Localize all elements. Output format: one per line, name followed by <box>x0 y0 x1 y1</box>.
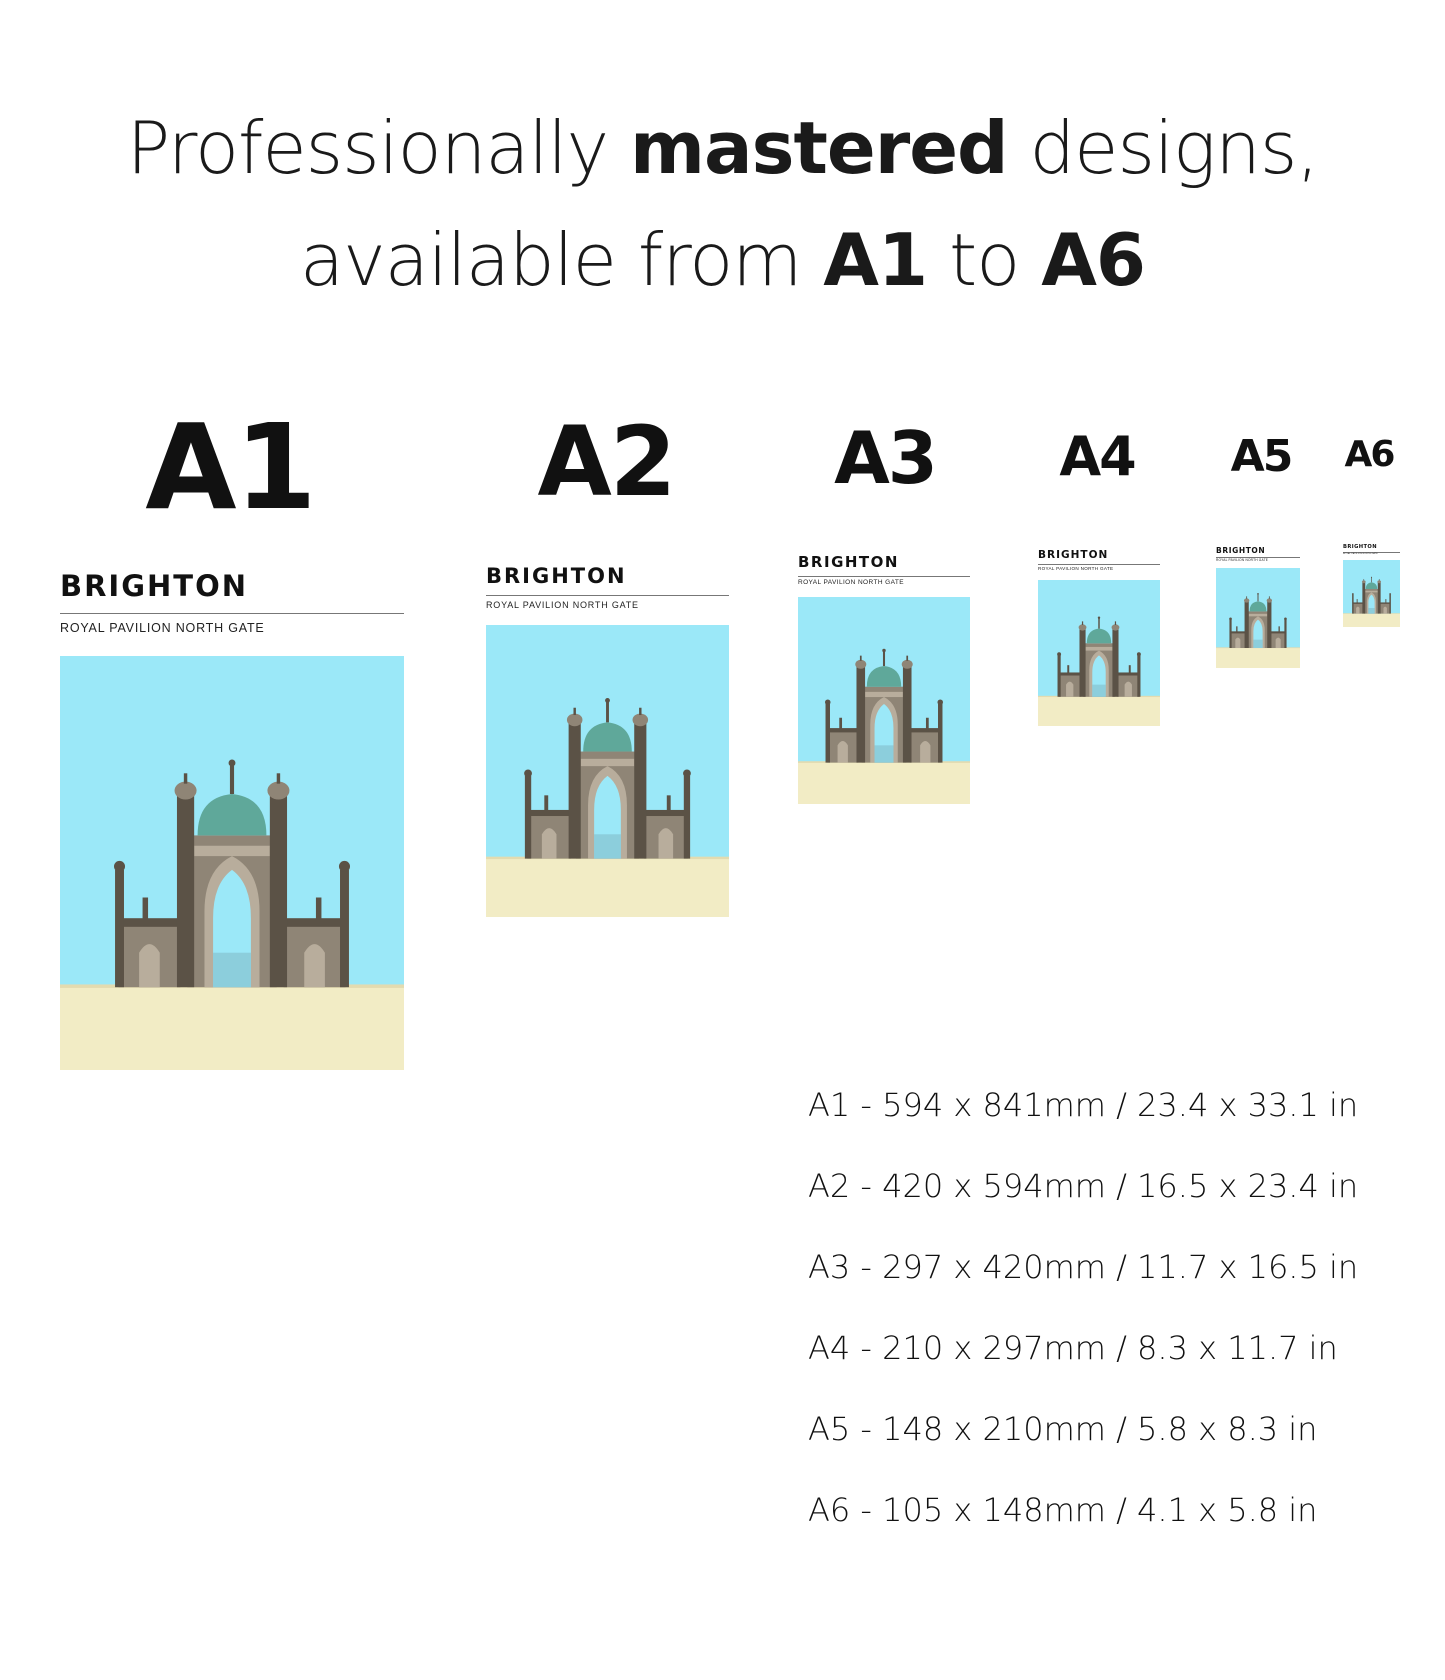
poster-divider <box>1038 564 1160 565</box>
poster-a6 <box>1343 545 1400 627</box>
headline-text: available from <box>299 218 824 302</box>
poster-artwork <box>60 656 404 1070</box>
poster-divider <box>798 576 970 577</box>
poster-subtitle: ROYAL PAVILION NORTH GATE <box>798 579 904 586</box>
size-label-a3: A3 <box>834 416 936 500</box>
poster-a4 <box>1038 550 1160 726</box>
headline-line-2 <box>0 218 1445 302</box>
poster-title: BRIGHTON <box>798 553 899 571</box>
poster-subtitle: ROYAL PAVILION NORTH GATE <box>60 621 265 635</box>
poster-subtitle: ROYAL PAVILION NORTH GATE <box>1038 566 1114 571</box>
spec-a5: A5 - 148 x 210mm / 5.8 x 8.3 in <box>808 1410 1318 1448</box>
spec-a4: A4 - 210 x 297mm / 8.3 x 11.7 in <box>808 1329 1338 1367</box>
spec-a6: A6 - 105 x 148mm / 4.1 x 5.8 in <box>808 1491 1318 1529</box>
poster-artwork <box>1343 560 1400 627</box>
spec-a2: A2 - 420 x 594mm / 16.5 x 23.4 in <box>808 1167 1359 1205</box>
poster-subtitle: ROYAL PAVILION NORTH GATE <box>1216 558 1269 562</box>
poster-artwork <box>798 597 970 804</box>
size-label-a2: A2 <box>537 406 675 518</box>
poster-title: BRIGHTON <box>1343 544 1377 550</box>
poster-a2 <box>486 566 729 917</box>
poster-title: BRIGHTON <box>486 564 627 588</box>
headline-line-1 <box>0 106 1445 190</box>
poster-artwork <box>1216 568 1300 668</box>
poster-subtitle: ROYAL PAVILION NORTH GATE <box>1343 553 1378 555</box>
headline-emphasis: A6 <box>1041 218 1146 302</box>
poster-a1 <box>60 569 404 1070</box>
spec-a1: A1 - 594 x 841mm / 23.4 x 33.1 in <box>808 1086 1359 1124</box>
headline-text: Professionally <box>126 106 630 190</box>
poster-title: BRIGHTON <box>60 569 249 603</box>
spec-a3: A3 - 297 x 420mm / 11.7 x 16.5 in <box>808 1248 1359 1286</box>
headline-text: designs, <box>1007 106 1319 190</box>
poster-artwork <box>1038 580 1160 726</box>
headline-text: to <box>927 218 1042 302</box>
headline-emphasis: A1 <box>823 218 928 302</box>
poster-divider <box>486 595 729 596</box>
poster-title: BRIGHTON <box>1038 549 1109 561</box>
poster-a3 <box>798 555 970 804</box>
size-specs-list <box>808 1085 1358 1571</box>
size-label-a4: A4 <box>1059 425 1135 488</box>
poster-title: BRIGHTON <box>1216 546 1266 555</box>
size-label-a6: A6 <box>1344 434 1394 475</box>
poster-subtitle: ROYAL PAVILION NORTH GATE <box>486 600 639 610</box>
headline-emphasis: mastered <box>629 106 1008 190</box>
poster-a5 <box>1216 547 1300 668</box>
poster-divider <box>60 613 404 614</box>
size-label-a5: A5 <box>1230 431 1292 482</box>
poster-artwork <box>486 625 729 917</box>
size-label-a1: A1 <box>145 398 315 536</box>
